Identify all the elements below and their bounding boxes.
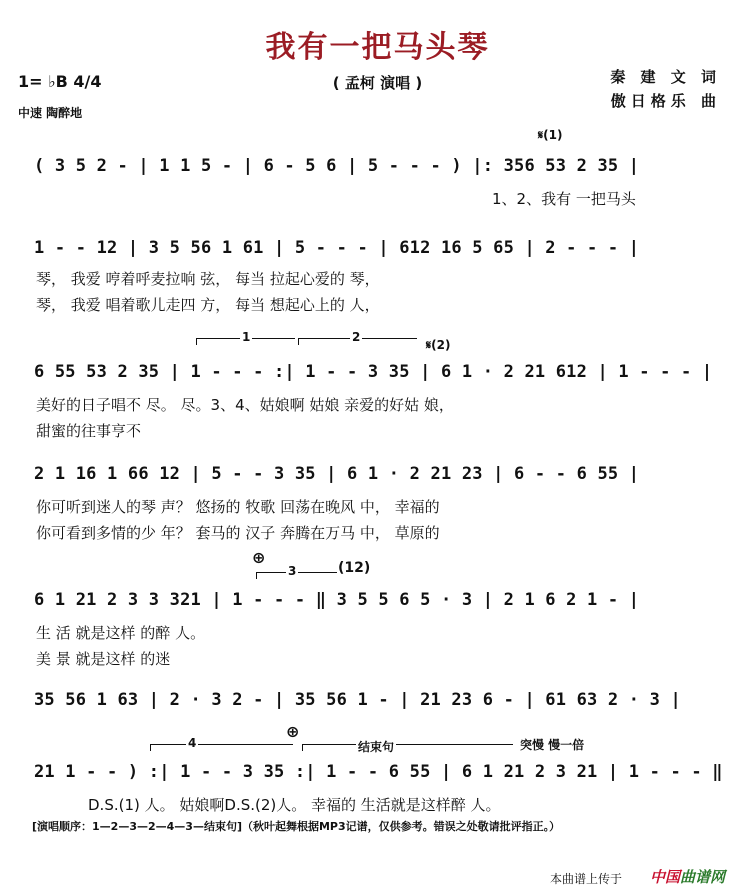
composer-credit: 傲日格乐 曲 <box>610 92 721 110</box>
lyric-line: 你可看到多情的少 年？ 套马的 汉子 奔腾在万马 中， 草原的 <box>36 524 440 542</box>
segno-mark: 𝄋(2) <box>426 338 451 352</box>
logo-part-a: 中国 <box>650 868 681 886</box>
lyric-line: 1、2、我有 一把马头 <box>492 190 636 208</box>
lyric-line: 琴， 我爱 唱着歌儿走四 方， 每当 想起心上的 人， <box>36 296 380 314</box>
volta-number: 4 <box>188 736 197 750</box>
ending-bracket <box>302 744 513 751</box>
repeat-marker: (12) <box>338 560 371 576</box>
ending-label: 结束句 <box>358 740 395 754</box>
volta-number: 2 <box>352 330 361 344</box>
notation-line: ( 3 5 2 - | 1 1 5 - | 6 - 5 6 | 5 - - - ) |: 356 53 2 35 | <box>34 156 640 176</box>
notation-line: 6 1 21 2 3 3 321 | 1 - - - ‖ 3 5 5 6 5 · 3 | 2 1 6 2 1 - | <box>34 590 640 610</box>
notation-line: 6 55 53 2 35 | 1 - - - :| 1 - - 3 35 | 6 1 · 2 21 612 | 1 - - - | <box>34 362 713 382</box>
lyric-line: D.S.(1) 人。 姑娘啊D.S.(2)人。 幸福的 生活就是这样醉 人。 <box>88 796 501 814</box>
tempo-marking: 中速 陶醉地 <box>18 106 83 120</box>
lyric-line: 生 活 就是这样 的醉 人。 <box>36 624 206 642</box>
notation-line: 21 1 - - ) :| 1 - - 3 35 :| 1 - - 6 55 | 6 1 21 2 3 21 | 1 - - - ‖ <box>34 762 723 782</box>
song-title: 我有一把马头琴 <box>265 30 490 65</box>
notation-line: 1 - - 12 | 3 5 56 1 61 | 5 - - - | 612 16 5 65 | 2 - - - | <box>34 238 640 258</box>
tempo-change-marking: 突慢 慢一倍 <box>520 738 585 752</box>
lyric-line: 你可听到迷人的琴 声？ 悠扬的 牧歌 回荡在晚风 中， 幸福的 <box>36 498 440 516</box>
volta-bracket-4 <box>150 744 293 751</box>
singer-subtitle: ( 孟柯 演唱 ) <box>332 74 423 92</box>
coda-mark: ⊕ <box>252 548 266 567</box>
key-signature: 1= ♭B 4/4 <box>18 72 102 91</box>
notation-line: 35 56 1 63 | 2 · 3 2 - | 35 56 1 - | 21 23 6 - | 61 63 2 · 3 | <box>34 690 681 710</box>
lyric-line: 琴， 我爱 哼着呼麦拉响 弦， 每当 拉起心爱的 琴， <box>36 270 380 288</box>
lyric-line: 美 景 就是这样 的迷 <box>36 650 171 668</box>
lyric-line: 甜蜜的往事亨不 <box>36 422 142 440</box>
volta-number: 3 <box>288 564 297 578</box>
lyric-line: 美好的日子唱不 尽。 尽。3、4、姑娘啊 姑娘 亲爱的好姑 娘， <box>36 396 454 414</box>
segno-mark: 𝄋(1) <box>538 128 563 142</box>
upload-text: 本曲谱上传于 <box>550 872 623 886</box>
lyricist-credit: 秦 建 文 词 <box>610 68 721 86</box>
volta-number: 1 <box>242 330 251 344</box>
notation-line: 2 1 16 1 66 12 | 5 - - 3 35 | 6 1 · 2 21 23 | 6 - - 6 55 | <box>34 464 640 484</box>
site-logo[interactable] <box>650 866 725 887</box>
coda-mark: ⊕ <box>286 722 300 741</box>
logo-part-b: 曲谱网 <box>680 868 726 886</box>
performance-order-note: [演唱顺序：1—2—3—2—4—3—结束句]（秋叶起舞根据MP3记谱，仅供参考。错误之处敬请批评指正。） <box>32 820 561 833</box>
